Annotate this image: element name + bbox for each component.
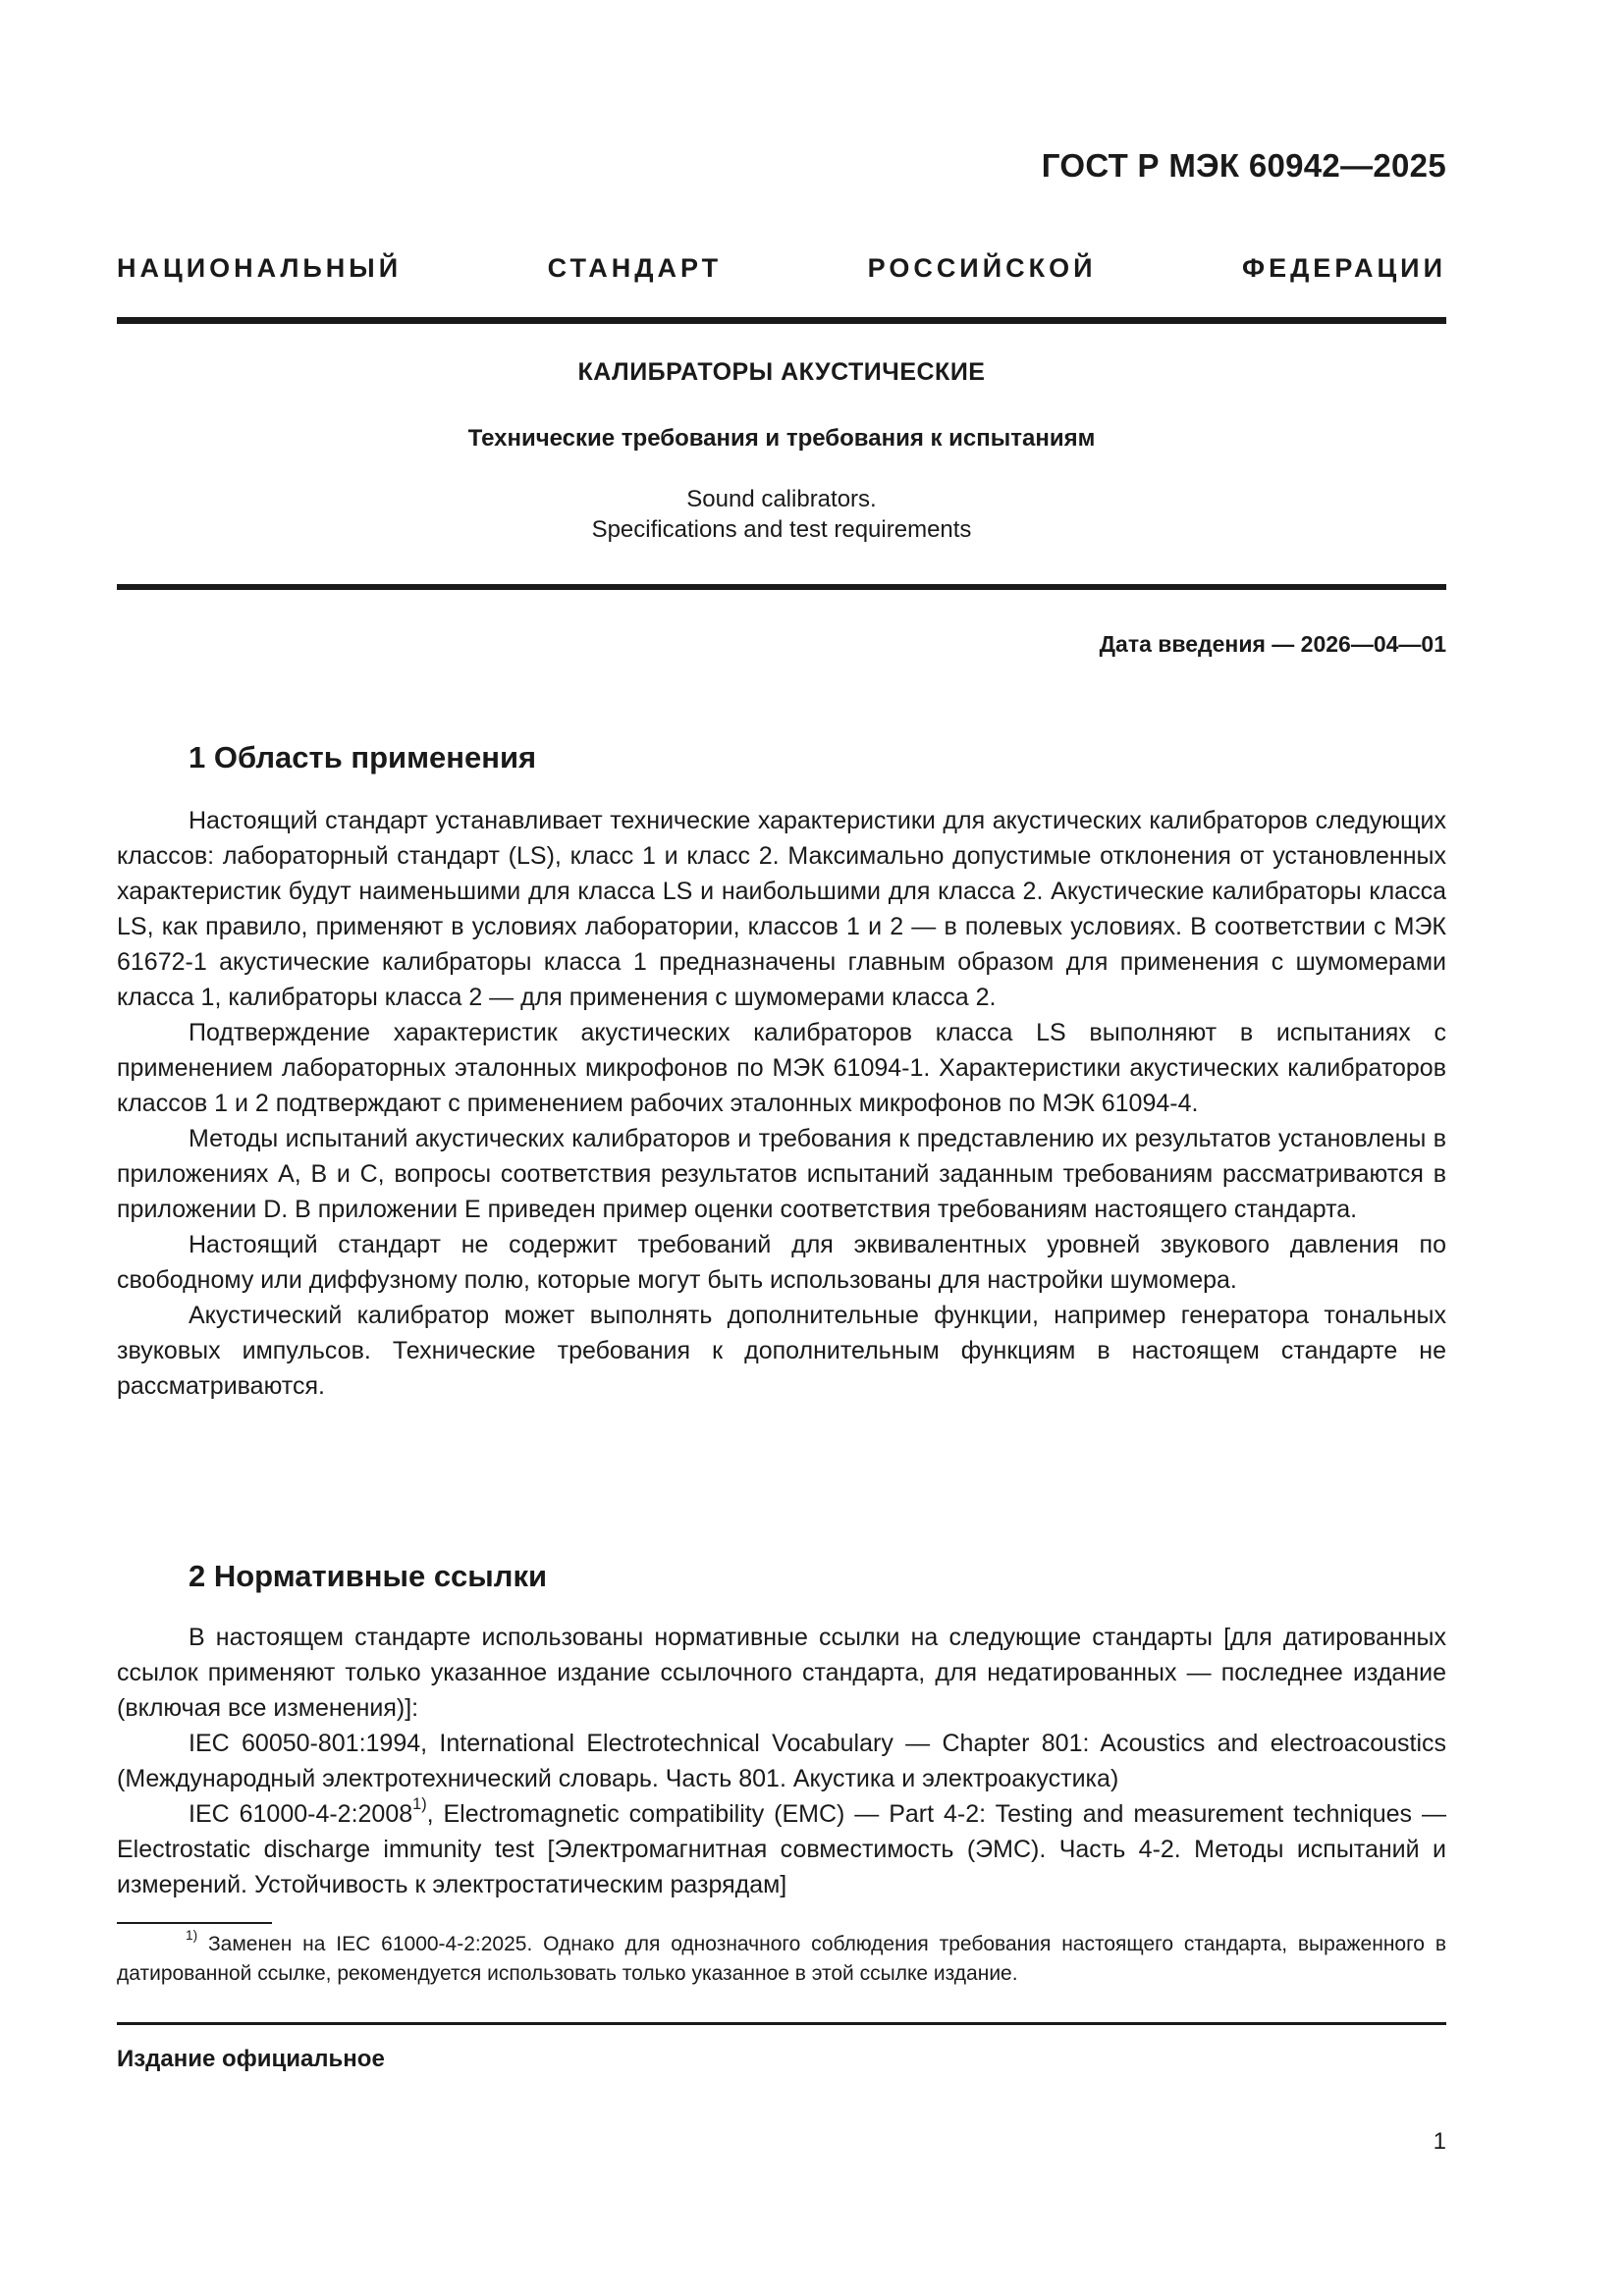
footnote [117, 1930, 1446, 1989]
normative-reference: IEC 60050-801:1994, International Electrotechnical Vocabulary — Chapter 801: Acoustics and electroacoustics (Международный электротехнический словарь. Часть 801. Акустика и электроакустика) [117, 1730, 1446, 1792]
section-2-paragraph: В настоящем стандарте использованы нормативные ссылки на следующие стандарты [для датированных ссылок применяют только указанное издание ссылочного стандарта, для недатированных — последнее издание (включая все изменения)]: [117, 1624, 1446, 1722]
section-1-body [117, 803, 1446, 1404]
section-1-paragraph: Подтверждение характеристик акустических калибраторов класса LS выполняют в испытаниях с применением лабораторных эталонных микрофонов по МЭК 61094-1. Характеристики акустических калибраторов классов 1 и 2 подтверждают с применением рабочих эталонных микрофонов по МЭК 61094-4. [117, 1019, 1446, 1117]
document-title: КАЛИБРАТОРЫ АКУСТИЧЕСКИЕ [577, 358, 986, 386]
document-subtitle: Технические требования и требования к испытаниям [467, 425, 1096, 452]
section-1-paragraph: Методы испытаний акустических калибраторов и требования к представлению их результатов установлены в приложениях А, В и С, вопросы соответствия результатов испытаний заданным требованиям рассматриваются в приложении D. В приложении Е приведен пример оценки соответствия требованиям настоящего стандарта. [117, 1125, 1446, 1223]
footer-divider [117, 2022, 1446, 2025]
reference-code: IEC 61000-4-2:2008 [189, 1800, 413, 1828]
section-1-paragraph: Настоящий стандарт не содержит требований для эквивалентных уровней звукового давления по свободному или диффузному полю, которые могут быть использованы для настройки шумомера. [117, 1231, 1446, 1294]
section-1-paragraph: Акустический калибратор может выполнять дополнительные функции, например генератора тональных звуковых импульсов. Технические требования к дополнительным функциям в настоящем стандарте не рассматриваются. [117, 1302, 1446, 1400]
english-title-line-2: Specifications and test requirements [591, 516, 972, 543]
official-edition-label: Издание официальное [117, 2046, 385, 2072]
introduction-date: Дата введения — 2026—04—01 [1099, 631, 1446, 657]
page-number: 1 [1433, 2128, 1446, 2155]
footnote-marker: 1) [412, 1795, 427, 1814]
document-code: ГОСТ Р МЭК 60942—2025 [1041, 147, 1446, 184]
top-divider [117, 317, 1446, 324]
reference-text: , Electromagnetic compatibility (EMC) — Part 4-2: Testing and measurement techniques — Electrostatic discharge immunity test [Электромагнитная совместимость (ЭМС). Часть 4-2. Методы испытаний и измерений. Устойчивость к электростатическим разрядам] [117, 1800, 1446, 1898]
normative-reference [117, 1796, 1446, 1902]
title-divider [117, 584, 1446, 590]
section-1-heading: 1 Область применения [189, 740, 537, 774]
footnote-mark: 1) [186, 1928, 198, 1944]
english-title [117, 484, 1446, 545]
standard-header-line: НАЦИОНАЛЬНЫЙ СТАНДАРТ РОССИЙСКОЙ ФЕДЕРАЦИИ [117, 253, 1446, 283]
section-2-body [117, 1620, 1446, 1902]
section-2-heading: 2 Нормативные ссылки [189, 1559, 548, 1593]
english-title-line-1: Sound calibrators. [686, 486, 877, 512]
footnote-text: Заменен на IEC 61000-4-2:2025. Однако для однозначного соблюдения требования настоящего стандарта, выраженного в датированной ссылке, рекомендуется использовать только указанное в этой ссылке издание. [117, 1933, 1446, 1985]
section-1-paragraph: Настоящий стандарт устанавливает технические характеристики для акустических калибраторов следующих классов: лабораторный стандарт (LS), класс 1 и класс 2. Максимально допустимые отклонения от установленных характеристик будут наименьшими для класса LS и наибольшими для класса 2. Акустические калибраторы класса LS, как правило, применяют в условиях лаборатории, классов 1 и 2 — в полевых условиях. В соответствии с МЭК 61672-1 акустические калибраторы класса 1 предназначены главным образом для применения с шумомерами класса 1, калибраторы класса 2 — для применения с шумомерами класса 2. [117, 807, 1446, 1011]
footnote-divider [117, 1922, 272, 1924]
